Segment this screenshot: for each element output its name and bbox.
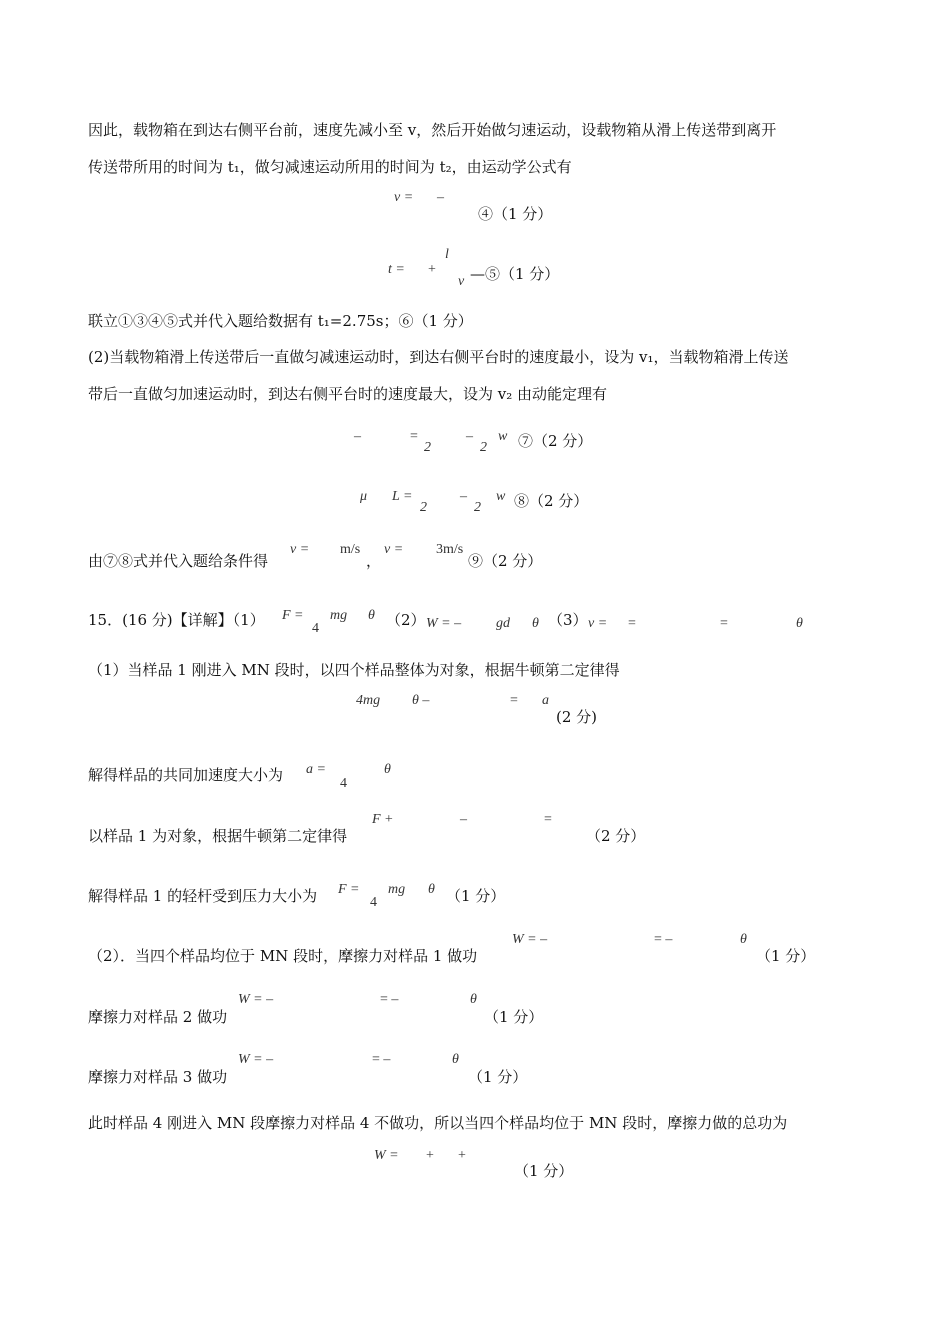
eq-term: –: [437, 190, 444, 205]
eq-lhs: t =: [388, 262, 405, 277]
eq-term: +: [428, 262, 436, 277]
step-1-text: （1）当样品 1 刚进入 MN 段时，以四个样品整体为对象，根据牛顿第二定律得: [88, 661, 620, 679]
eq-term: L =: [392, 489, 413, 504]
eq-tag: ⑧（2 分）: [514, 492, 589, 510]
paragraph-line: (2)当载物箱滑上传送带后一直做匀减速运动时，到达右侧平台时的速度最小，设为 v₁，当载物箱滑上传送: [88, 348, 789, 366]
eq-num: l: [445, 247, 449, 262]
eq-term: 2: [480, 440, 487, 455]
eq-term: w: [498, 429, 508, 444]
eq-lhs: v =: [394, 190, 414, 205]
step-8-text: 此时样品 4 刚进入 MN 段摩擦力对样品 4 不做功，所以当四个样品均位于 MN 段时，摩擦力做的总功为: [88, 1114, 788, 1132]
eq-term: 2: [474, 500, 481, 515]
paragraph-line: 带后一直做匀加速运动时，到达右侧平台时的速度最大，设为 v₂ 由动能定理有: [88, 385, 608, 403]
eq-tag: ⑦（2 分）: [518, 432, 593, 450]
eq-term: –: [466, 429, 473, 444]
paragraph-line: 传送带所用的时间为 t₁，做匀减速运动所用的时间为 t₂，由运动学公式有: [88, 158, 572, 176]
eq-term: –: [460, 489, 467, 504]
eq-tag: —⑤（1 分）: [470, 265, 560, 283]
paragraph-line: 因此，载物箱在到达右侧平台前，速度先减小至 v，然后开始做匀速运动，设载物箱从滑上传送带到离开: [88, 121, 777, 139]
eq-term: –: [354, 429, 361, 444]
eq-tag: ④（1 分）: [478, 205, 553, 223]
eq-den: v: [458, 274, 465, 289]
eq-term: 2: [424, 440, 431, 455]
eq-term: 2: [420, 500, 427, 515]
result-6: 联立①③④⑤式并代入题给数据有 t₁=2.75s；⑥（1 分）: [88, 312, 473, 330]
eq-term: w: [496, 489, 506, 504]
eq-term: =: [410, 429, 418, 444]
eq-term: μ: [360, 489, 368, 504]
